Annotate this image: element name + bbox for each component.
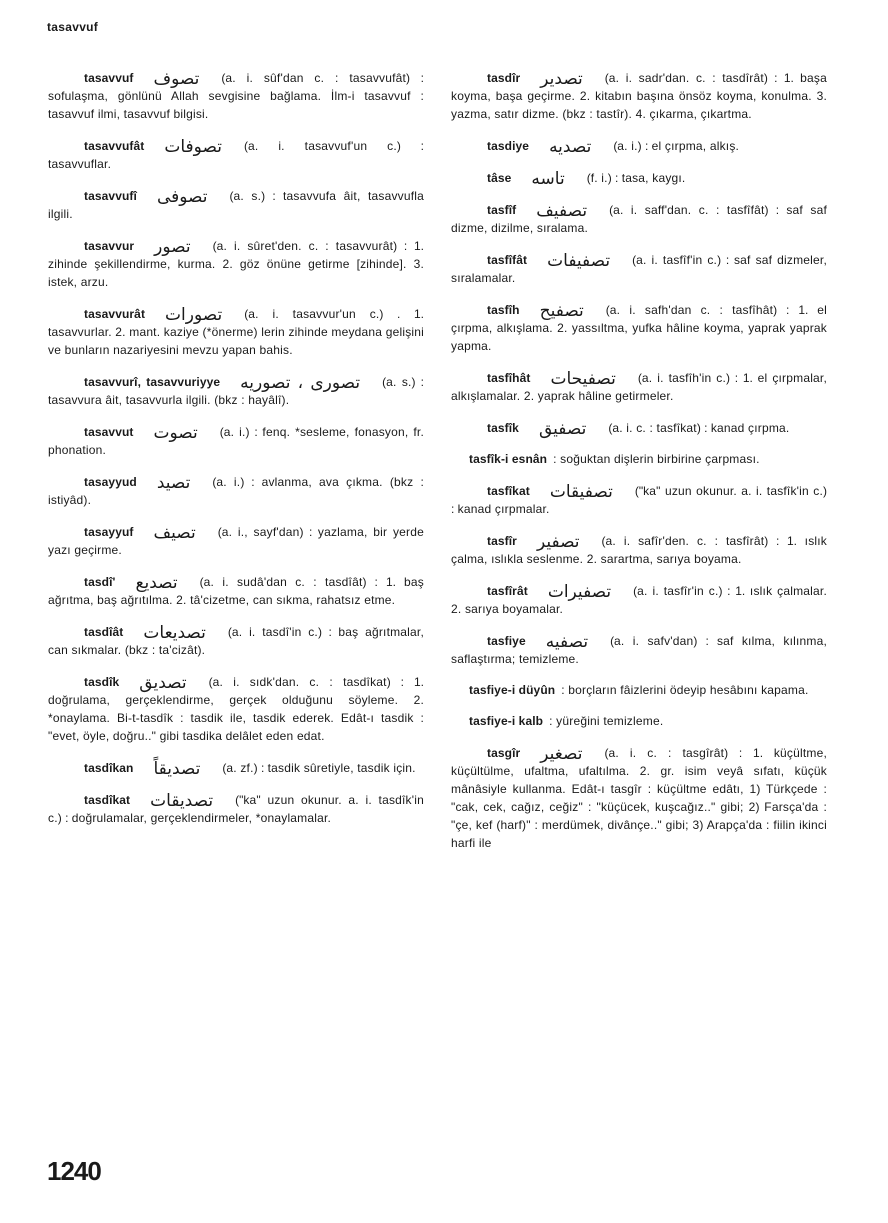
arabic-script: تصور — [154, 237, 191, 257]
arabic-script: تصفيف — [536, 201, 588, 221]
dictionary-entry — [451, 68, 827, 123]
headword: tasfîf — [487, 203, 517, 217]
definition: (a. zf.) : tasdik sûretiyle, tasdik için. — [222, 761, 416, 775]
headword: tasfîkat — [487, 484, 530, 498]
arabic-script: تصديق — [139, 673, 187, 693]
definition: (a. i. sûf'dan c. : tasavvufât) : sofulaşma, gönlünü Allah sevgisine bağlama. İlm-i tasavvuf : tasavvuf ilmi, tasavvuf bilgisi. — [48, 71, 424, 121]
dictionary-entry — [451, 531, 827, 568]
dictionary-entry — [48, 572, 424, 609]
dictionary-entry — [451, 481, 827, 518]
arabic-script: تصوف — [153, 69, 200, 89]
headword: tasdîât — [84, 625, 124, 639]
arabic-script: تصفيه — [545, 632, 589, 652]
headword: tasfiye-i kalb — [469, 714, 544, 728]
definition: (f. i.) : tasa, kaygı. — [586, 171, 686, 185]
arabic-script: تصفيح — [539, 301, 584, 321]
running-head: tasavvuf — [47, 20, 99, 34]
dictionary-entry — [48, 758, 424, 777]
arabic-script: تاسه — [531, 169, 565, 189]
definition: ("ka" uzun okunur. a. i. tasfîk'in c.) : kanad çırpmalar. — [451, 484, 827, 516]
dictionary-entry — [48, 472, 424, 509]
dictionary-entry — [48, 304, 424, 359]
arabic-script: تصديعات — [143, 623, 206, 643]
headword: tasfîhât — [487, 371, 531, 385]
dictionary-entry — [48, 422, 424, 459]
dictionary-entry — [451, 712, 827, 730]
headword: tasavvur — [84, 239, 135, 253]
definition: (a. i.) : avlanma, ava çıkma. (bkz : istiyâd). — [48, 475, 424, 507]
headword: tasavvurât — [84, 307, 146, 321]
definition: (a. i., sayf'dan) : yazlama, bir yerde yazı geçirme. — [48, 525, 424, 557]
definition: (a. i. safh'dan c. : tasfîhât) : 1. el çırpma, alkışlama. 2. yassıltma, yufka hâline koyma, yaprak yaprak yapma. — [451, 303, 827, 353]
headword: tasfiye-i düyûn — [469, 683, 556, 697]
headword: tasdî' — [84, 575, 116, 589]
definition: (a. i. tasdî'in c.) : baş ağrıtmalar, can sıkmalar. (bkz : ta'cizât). — [48, 625, 424, 657]
headword: tasayyud — [84, 475, 137, 489]
arabic-script: تصديه — [549, 137, 592, 157]
headword: tâse — [487, 171, 512, 185]
right-column — [451, 68, 827, 865]
arabic-script: تصديقات — [150, 791, 214, 811]
definition: ("ka" uzun okunur. a. i. tasdîk'in c.) : doğrulamalar, gerçeklendirmeler, *onaylamalar. — [48, 793, 424, 825]
definition: (a. i. tasfîf'in c.) : saf saf dizmeler, sıralamalar. — [451, 253, 827, 285]
arabic-script: تصفيرات — [547, 582, 612, 602]
dictionary-entry — [451, 200, 827, 237]
arabic-script: تصدير — [540, 69, 583, 89]
dictionary-entry — [48, 672, 424, 745]
definition: (a. s.) : tasavvura âit, tasavvurla ilgili. (bkz : hayâlî). — [48, 375, 424, 407]
arabic-script: تصفيحات — [550, 369, 616, 389]
dictionary-entry — [48, 622, 424, 659]
arabic-script: تصفير — [536, 532, 580, 552]
dictionary-entry — [48, 136, 424, 173]
page-number: 1240 — [47, 1156, 101, 1186]
dictionary-entry — [451, 743, 827, 852]
arabic-script: تصورات — [165, 305, 223, 325]
dictionary-entry — [451, 681, 827, 699]
dictionary-entry — [48, 186, 424, 223]
definition: (a. i. sıdk'dan. c. : tasdîkat) : 1. doğrulama, gerçeklendirme, gerçek olduğunu söyleme. 2. *onaylama. Bi-t-tasdîk : tasdik ile, tasdik ederek. Edât-ı tasdik : "evet, öyle, doğru.." gibi tasdika delâlet eden edat. — [48, 675, 424, 743]
definition: (a. i. tasfîr'in c.) : 1. ıslık çalmalar. 2. sarıya boyamalar. — [451, 584, 827, 616]
definition: : yüreğini temizleme. — [549, 714, 664, 728]
headword: tasavvuf — [84, 71, 134, 85]
dictionary-entry — [48, 236, 424, 291]
definition: (a. i. sudâ'dan c. : tasdîât) : 1. baş ağrıtma, baş ağrıtılma. 2. tâ'cizetme, can sıkma, rahatsız etme. — [48, 575, 424, 607]
definition: (a. i. safv'dan) : saf kılma, kılınma, saflaştırma; temizleme. — [451, 634, 827, 666]
definition: (a. i. c. : tasgîrât) : 1. küçültme, küçültülme, ufaltma, ufaltılma. 2. gr. isim veyâ sıfatı, küçük mânâsiyle kullanma. Edât-ı tasgîr : küçültme edâtı, 1) Türkçede : "cak, cek, cağız, ceğiz" : "küçücek, kuşcağız.." gibi; 2) Farsça'da : "çe, kef (harf)" : merdümek, divânçe.." gibi; 3) Arapça'da : fiilin ikinci harfi ile — [451, 746, 827, 850]
arabic-script: تصفيقات — [549, 482, 613, 502]
dictionary-entry — [451, 300, 827, 355]
dictionary-entry — [48, 372, 424, 409]
definition: (a. i. tasavvuf'un c.) : tasavvuflar. — [48, 139, 424, 171]
definition: (a. i. safîr'den. c. : tasfîrât) : 1. ıslık çalma, ıslıkla seslenme. 2. sarartma, sarıya boyama. — [451, 534, 827, 566]
arabic-script: تصوفى — [156, 187, 208, 207]
left-column — [48, 68, 424, 840]
dictionary-entry — [451, 450, 827, 468]
headword: tasavvurî, tasavvuriyye — [84, 375, 221, 389]
headword: tasdiye — [487, 139, 530, 153]
headword: tasayyuf — [84, 525, 134, 539]
arabic-script: تصيف — [153, 523, 196, 543]
definition: (a. i. tasavvur'un c.) . 1. tasavvurlar. 2. mant. kaziye (*önerme) lerin zihinde meydana gelişini ve bunların nazariyesini mevzu yapan bahis. — [48, 307, 424, 357]
headword: tasfîk — [487, 421, 519, 435]
arabic-script: تصفيفات — [547, 251, 611, 271]
definition: (a. s.) : tasavvufa âit, tasavvufla ilgili. — [48, 189, 424, 221]
headword: tasdîkat — [84, 793, 131, 807]
arabic-script: تصغير — [540, 744, 583, 764]
definition: (a. i. sûret'den. c. : tasavvurât) : 1. zihinde şekillendirme, kurma. 2. göz önüne getirme [zihinde]. 3. istek, arzu. — [48, 239, 424, 289]
arabic-script: تصوفات — [164, 137, 222, 157]
definition: : borçların fâizlerini ödeyip hesâbını kapama. — [561, 683, 809, 697]
dictionary-entry — [451, 631, 827, 668]
dictionary-entry — [451, 418, 827, 437]
headword: tasfiye — [487, 634, 526, 648]
definition: (a. i. saff'dan. c. : tasfîfât) : saf saf dizme, dizilme, sıralama. — [451, 203, 827, 235]
dictionary-entry — [48, 68, 424, 123]
arabic-script: تصديع — [135, 573, 178, 593]
definition: (a. i.) : fenq. *sesleme, fonasyon, fr. phonation. — [48, 425, 424, 457]
arabic-script: تصيد — [156, 473, 191, 493]
definition: (a. i.) : el çırpma, alkış. — [613, 139, 740, 153]
definition: : soğuktan dişlerin birbirine çarpması. — [553, 452, 760, 466]
definition: (a. i. tasfîh'in c.) : 1. el çırpmalar, alkışlamalar. 2. yaprak hâline getirmeler. — [451, 371, 827, 403]
definition: (a. i. sadr'dan. c. : tasdîrât) : 1. başa koyma, başa geçirme. 2. kitabın başına önsöz koyma, konulma. 3. yazma, satır dizme. (bkz : tastîr). 4. çıkarma, çıkartma. — [451, 71, 827, 121]
dictionary-entry — [451, 168, 827, 187]
dictionary-entry — [48, 522, 424, 559]
headword: tasfîfât — [487, 253, 528, 267]
headword: tasavvufât — [84, 139, 145, 153]
headword: tasfîh — [487, 303, 520, 317]
headword: tasdîk — [84, 675, 120, 689]
headword: tasgîr — [487, 746, 521, 760]
headword: tasdîr — [487, 71, 521, 85]
dictionary-entry — [451, 250, 827, 287]
definition: (a. i. c. : tasfîkat) : kanad çırpma. — [608, 421, 790, 435]
headword: tasfîk-i esnân — [469, 452, 548, 466]
dictionary-entry — [48, 790, 424, 827]
arabic-script: تصديقاً — [153, 759, 201, 779]
dictionary-entry — [451, 136, 827, 155]
headword: tasdîkan — [84, 761, 134, 775]
headword: tasavvufî — [84, 189, 137, 203]
arabic-script: تصورى ، تصوريه — [240, 373, 361, 393]
arabic-script: تصوت — [153, 423, 198, 443]
headword: tasavvut — [84, 425, 134, 439]
dictionary-entry — [451, 581, 827, 618]
headword: tasfîr — [487, 534, 517, 548]
headword: tasfîrât — [487, 584, 528, 598]
arabic-script: تصفيق — [538, 419, 587, 439]
dictionary-entry — [451, 368, 827, 405]
